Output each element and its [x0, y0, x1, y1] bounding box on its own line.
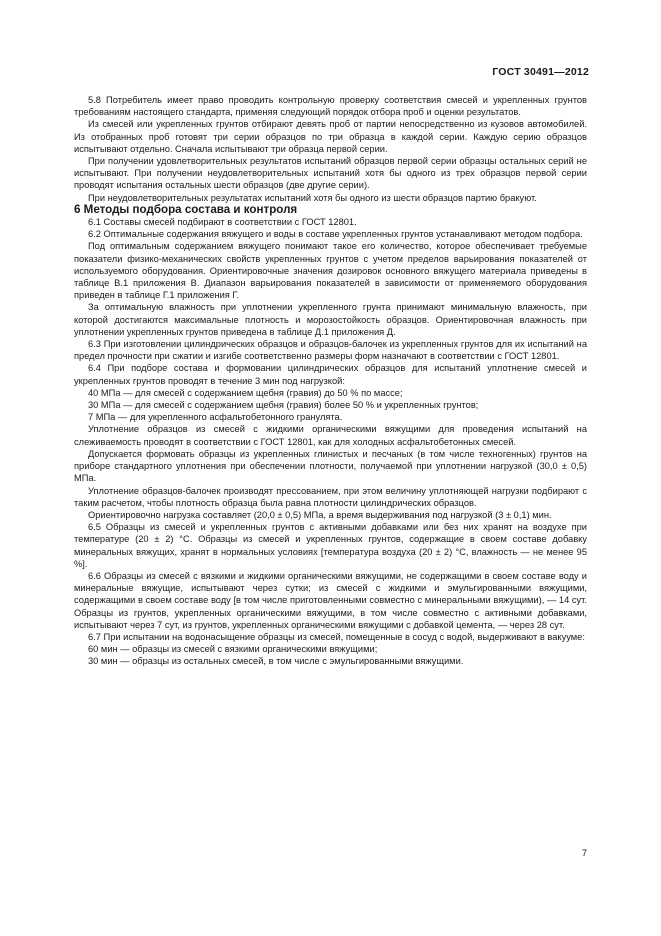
paragraph: 6.3 При изготовлении цилиндрических образцов и образцов-балочек из укрепленных грунтов для их испытаний на предел прочности при сжатии и изгибе соответственно размеры форм назначают в соответствии с ГОСТ 12801.	[74, 339, 587, 362]
paragraph: При неудовлетворительных результатах испытаний хотя бы одного из шести образцов партию бракуют.	[88, 192, 537, 203]
paragraph: 6.6 Образцы из смесей с вязкими и жидкими органическими вяжущими, не содержащими в своем составе воду и минеральные вяжущие, испытывают через сутки; из смесей с жидкими и эмульгированными вяжущими, содержащими в своем составе воду [в том числе приготовленными совместно с минеральными вяжущими), — 14 сут. Образцы из грунтов, укрепленных органическими вяжущими, в том числе совместно с активными добавками, испытывают через 7 сут, из грунтов, укрепленных органическими вяжущими с добавкой цемента, — через 28 сут.	[74, 570, 587, 630]
paragraph: Из смесей или укрепленных грунтов отбирают девять проб от партии непосредственно из кузовов автомобилей. Из отобранных проб готовят три серии образцов по три образца в каждой серии. Каждую серию образцов испытывают отдельно. Сначала испытывают три образца первой серии.	[74, 119, 587, 154]
paragraph: 6.7 При испытании на водонасыщение образцы из смесей, помещенные в сосуд с водой, выдерживают в вакууме:	[88, 631, 585, 642]
page-number: 7	[581, 848, 587, 858]
paragraph: Под оптимальным содержанием вяжущего понимают такое его количество, которое обеспечивает требуемые показатели физико-механических свойств укрепленных грунтов с учетом пределов варьирования показателей от используемого оборудования. Ориентировочные значения дозировок основного вяжущего материала приведены в таблице В.1 приложения В. Диапазон варьирования показателей в зависимости от применяемого оборудования приведен в таблице Г.1 приложения Г.	[74, 241, 587, 301]
list-item: 60 мин — образцы из смесей с вязкими органическими вяжущими;	[88, 644, 378, 655]
paragraph: Ориентировочно нагрузка составляет (20,0 ± 0,5) МПа, а время выдерживания под нагрузкой (3 ± 0,1) мин.	[88, 509, 552, 520]
paragraph: 6.4 При подборе состава и формовании цилиндрических образцов для испытаний уплотнение смесей и укрепленных грунтов проводят в течение 3 мин под нагрузкой:	[74, 363, 587, 386]
page-body	[74, 94, 587, 668]
paragraph: 5.8 Потребитель имеет право проводить контрольную проверку соответствия смесей и укрепленных грунтов требованиям настоящего стандарта, применяя следующий порядок отбора проб и оценки результатов.	[74, 95, 587, 118]
paragraph: Допускается формовать образцы из укрепленных глинистых и песчаных (в том числе техногенных) грунтов на приборе стандартного уплотнения при обеспечении плотности, получаемой при уплотнении нагрузкой (30,0 ± 0,5) МПа.	[74, 448, 587, 484]
document-header: ГОСТ 30491—2012	[492, 66, 589, 78]
list-item: 30 мин — образцы из остальных смесей, в том числе с эмульгированными вяжущими.	[88, 656, 464, 667]
paragraph: Уплотнение образцов-балочек производят прессованием, при этом величину уплотняющей нагрузки подбирают с таким расчетом, чтобы плотность образца была равна плотности цилиндрических образцов.	[74, 485, 587, 508]
paragraph: 6.2 Оптимальные содержания вяжущего и воды в составе укрепленных грунтов устанавливают методом подбора.	[88, 229, 583, 240]
list-item: 30 МПа — для смесей с содержанием щебня (гравия) более 50 % и укрепленных грунтов;	[88, 400, 479, 411]
section-title: 6 Методы подбора состава и контроля	[74, 202, 298, 216]
list-item: 40 МПа — для смесей с содержанием щебня (гравия) до 50 % по массе;	[88, 387, 403, 398]
list-item: 7 МПа — для укрепленного асфальтобетонного гранулята.	[88, 412, 343, 423]
paragraph: 6.5 Образцы из смесей и укрепленных грунтов с активными добавками или без них хранят на воздухе при температуре (20 ± 2) °С. Образцы из смесей и укрепленных грунтов, содержащие в своем составе добавку минеральных вяжущих, хранят в нормальных условиях [температура воздуха (20 ± 2) °С, влажность — не менее 95 %].	[74, 522, 587, 569]
paragraph: За оптимальную влажность при уплотнении укрепленного грунта принимают минимальную влажность, при которой достигаются максимальные плотность и морозостойкость образцов. Ориентировочная влажность при уплотнении укрепленных грунтов приведена в таблице Д.1 приложения Д.	[74, 302, 587, 337]
paragraph: Уплотнение образцов из смесей с жидкими органическими вяжущими для проведения испытаний на слеживаемость проводят в соответствии с ГОСТ 12801, как для холодных асфальтобетонных смесей.	[74, 424, 587, 447]
paragraph: При получении удовлетворительных результатов испытаний образцов первой серии образцы остальных серий не испытывают. При получении неудовлетворительных испытаний хотя бы одного из трех образцов первой серии проводят испытания остальных шести образцов (две другие серии).	[74, 156, 587, 191]
paragraph: 6.1 Составы смесей подбирают в соответствии с ГОСТ 12801.	[88, 217, 357, 228]
